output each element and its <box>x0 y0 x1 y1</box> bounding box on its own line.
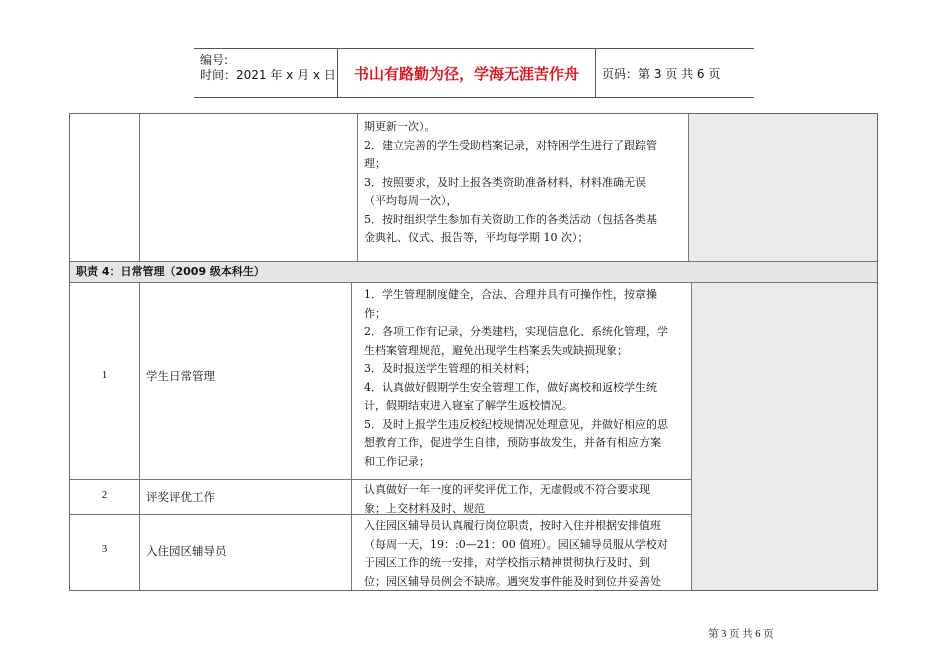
grid-line <box>139 114 140 261</box>
grid-line <box>351 282 352 590</box>
grid-line <box>691 282 692 590</box>
header-page-label: 页码：第 3 页 共 6 页 <box>602 66 721 81</box>
duty-table <box>69 113 878 591</box>
grid-line <box>70 282 877 283</box>
grid-line <box>70 514 692 515</box>
row-3-content: 入住园区辅导员认真履行岗位职责，按时入住并根据安排值班 （每周一天，19：:0—21：00 值班）。园区辅导员服从学校对 于园区工作的统一安排，对学校指示精神贯彻执行及时、到 位；园区辅导员例会不缺席。遇突发事件能及时到位并妥善处 <box>364 519 668 588</box>
row-2-number: 2 <box>101 489 108 501</box>
grid-line <box>688 114 689 261</box>
row-1-item: 学生日常管理 <box>146 369 215 383</box>
page-header <box>194 48 754 98</box>
top-row-content: 期更新一次）。 2．建立完善的学生受助档案记录，对特困学生进行了跟踪管 理； 3．按照要求，及时上报各类资助准备材料，材料准确无误 （平均每周一次）， 5．按时组织学生参加有关资助工作的各类活动（包括各类基 金典礼、仪式、报告等，平均每学期 10 次）； <box>364 120 657 244</box>
row-2-content: 认真做好一年一度的评奖评优工作，无虚假或不符合要求现 象；上交材料及时、规范 <box>364 483 650 515</box>
page-footer: 第 3 页 共 6 页 <box>708 629 774 640</box>
header-motto: 书山有路勤为径，学海无涯苦作舟 <box>338 49 596 97</box>
header-meta <box>194 49 338 97</box>
number-label: 编号: <box>200 53 229 67</box>
grid-line <box>70 261 877 262</box>
grid-line <box>70 479 692 480</box>
row-1-content: 1．学生管理制度健全，合法、合理并具有可操作性，按章操 作； 2．各项工作有记录，分类建档，实现信息化、系统化管理，学 生档案管理规范，避免出现学生档案丢失或缺损现象； 3．及时报送学生管理的相关材料； 4．认真做好假期学生安全管理工作，做好离校和返校学生统 计，假期结束进入寝室了解学生返校情况。 5．及时上报学生违反校纪校规情况处理意见，并做好相应的思 想教育工作，促进学生自律，预防事故发生，并备有相应方案 和工作记录； <box>364 288 668 468</box>
row-2-item: 评奖评优工作 <box>146 490 215 504</box>
date-label: 时间：2021 年 x 月 x 日 <box>200 68 336 82</box>
top-row-score-cell <box>688 114 877 261</box>
section-title: 职责 4：日常管理（2009 级本科生） <box>70 261 877 282</box>
grid-line <box>139 282 140 590</box>
row-1-number: 1 <box>101 369 108 381</box>
row-3-item: 入住园区辅导员 <box>146 544 227 558</box>
grid-line <box>357 114 358 261</box>
row-3-number: 3 <box>101 543 108 555</box>
lower-score-cell <box>692 283 877 590</box>
